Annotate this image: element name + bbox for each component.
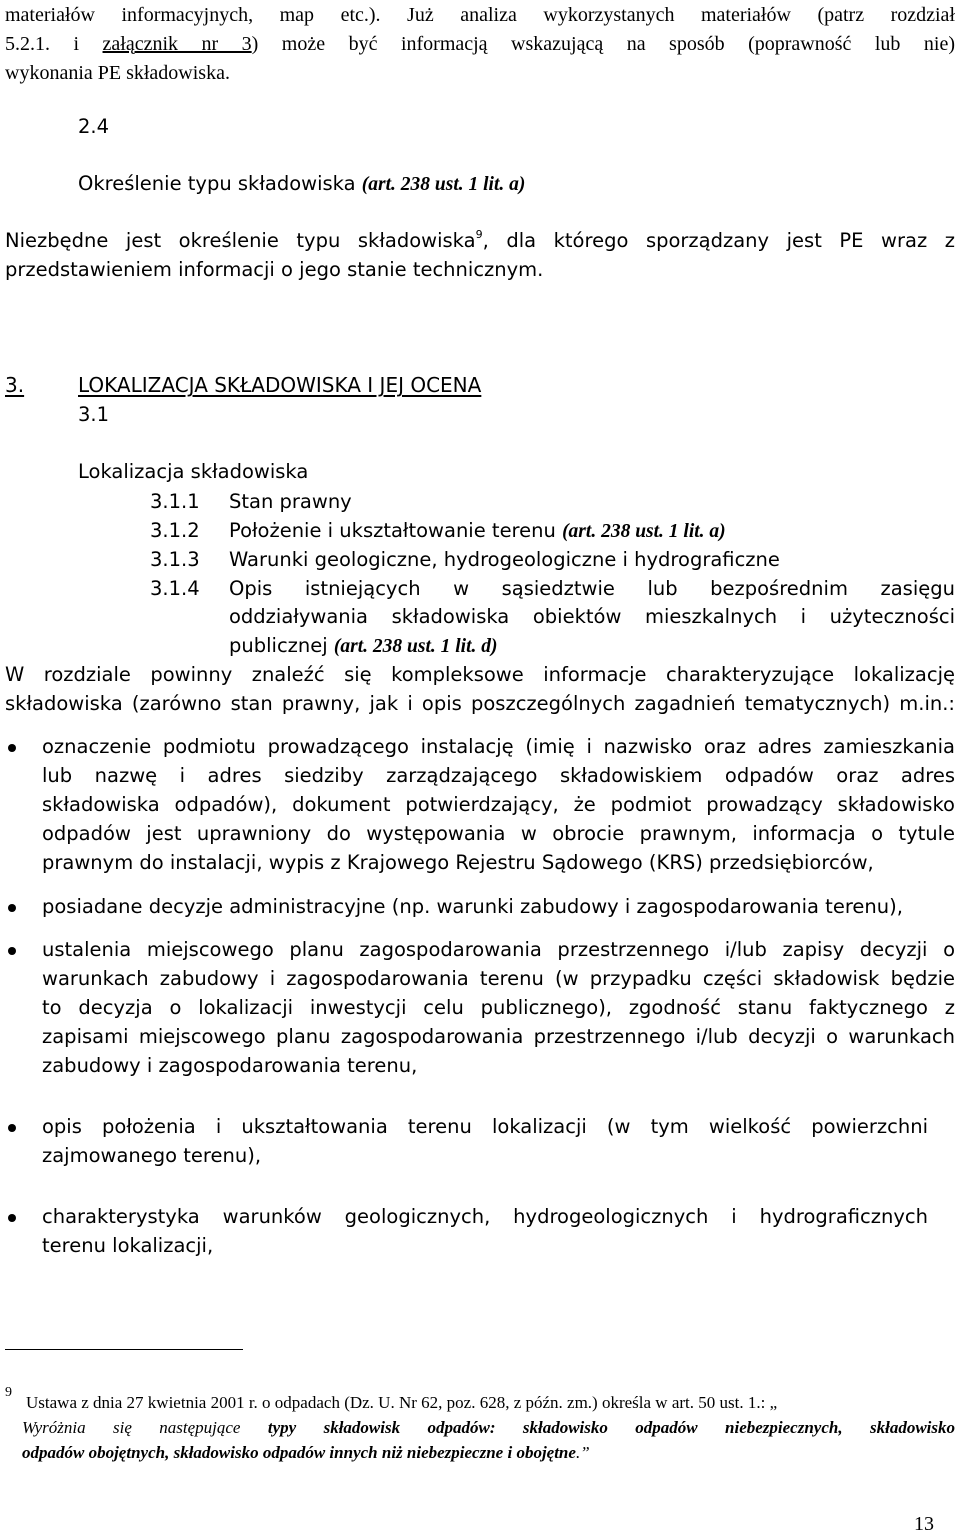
- section-3-1-1-title: Stan prawny: [229, 490, 352, 513]
- footnote-9-line-1: Ustawa z dnia 27 kwietnia 2001 r. o odpadach (Dz. U. Nr 62, poz. 628, z późn. zm.) określa w art. 50 ust. 1.: „: [26, 1393, 778, 1412]
- section-2-4-number: 2.4: [78, 115, 110, 138]
- top-paragraph-line-2-pre: 5.2.1. i: [5, 33, 103, 55]
- footnote-9-line-2: [22, 1418, 955, 1438]
- section-3-number: 3.: [5, 373, 25, 397]
- bullet-4-line-1: opis położenia i ukształtowania terenu lokalizacji (w tym wielkość powierzchni: [42, 1115, 928, 1138]
- section-3-1-title: Lokalizacja składowiska: [78, 460, 309, 483]
- bullet-icon: [8, 744, 16, 752]
- section-3-1-2-heading: [229, 519, 726, 543]
- section-2-4-paragraph-line-2: przedstawieniem informacji o jego stanie technicznym.: [5, 258, 544, 281]
- bullet-icon: [8, 1124, 16, 1132]
- footnote-9-line-3: [22, 1443, 590, 1463]
- top-paragraph-line-2-post: ) może być informacją wskazującą na sposób (poprawność lub nie): [251, 33, 956, 55]
- section-3-1-2-legal-ref: (art. 238 ust. 1 lit. a): [562, 521, 726, 542]
- section-3-1-4-line-1: Opis istniejących w sąsiedztwie lub bezpośrednim zasięgu: [229, 577, 955, 600]
- footnote-9-italic-text: Wyróżnia się następujące: [22, 1418, 268, 1437]
- footnote-9-mark: 9: [5, 1385, 12, 1400]
- section-3-1-3-number: 3.1.3: [150, 548, 200, 571]
- bullet-5-line-2: terenu lokalizacji,: [42, 1234, 214, 1257]
- section-3-1-4-number: 3.1.4: [150, 577, 200, 600]
- section-3-intro-line-1: W rozdziale powinny znaleźć się kompleksowe informacje charakteryzujące lokalizację: [5, 663, 955, 686]
- bullet-3-line-2: warunkach zabudowy i zagospodarowania terenu (w przypadku części składowisk będzie: [42, 967, 955, 990]
- attachment-3-link[interactable]: załącznik nr 3: [102, 33, 252, 55]
- top-paragraph-line-1: materiałów informacyjnych, map etc.). Już analiza wykorzystanych materiałów (patrz rozdział: [5, 4, 955, 26]
- bullet-1-line-1: oznaczenie podmiotu prowadzącego instalację (imię i nazwisko oraz adres zamieszkania: [42, 735, 955, 758]
- footnote-9-bold-text: typy składowisk odpadów: składowisko odpadów niebezpiecznych, składowisko: [267, 1418, 955, 1437]
- bullet-2-line-1: posiadane decyzje administracyjne (np. warunki zabudowy i zagospodarowania terenu),: [42, 895, 903, 918]
- bullet-1-line-3: składowiska odpadów), dokument potwierdzający, że podmiot prowadzący składowisko: [42, 793, 955, 816]
- bullet-3-line-4: zapisami miejscowego planu zagospodarowania przestrzennego i/lub decyzji o warunkach: [42, 1025, 955, 1048]
- section-3-1-3-title: Warunki geologiczne, hydrogeologiczne i hydrograficzne: [229, 548, 780, 571]
- bullet-3-line-5: zabudowy i zagospodarowania terenu,: [42, 1054, 418, 1077]
- bullet-icon: [8, 947, 16, 955]
- bullet-1-line-5: prawnym do instalacji, wypis z Krajowego Rejestru Sądowego (KRS) przedsiębiorców,: [42, 851, 874, 874]
- bullet-4-line-2: zajmowanego terenu),: [42, 1144, 262, 1167]
- bullet-1-line-2: lub nazwę i adres siedziby zarządzającego składowiskiem odpadów oraz adres: [42, 764, 955, 787]
- section-2-4-paragraph-text: Niezbędne jest określenie typu składowiska: [5, 229, 476, 252]
- bullet-3-line-3: to decyzja o lokalizacji inwestycji celu publicznego), zgodność stanu faktycznego z: [42, 996, 955, 1019]
- section-2-4-paragraph-line-1: [5, 229, 955, 252]
- bullet-icon: [8, 1214, 16, 1222]
- section-3-intro-line-2: składowiska (zarówno stan prawny, jak i opis poszczególnych zagadnień tematycznych) m.in.:: [5, 692, 955, 715]
- section-2-4-title: Określenie typu składowiska: [78, 172, 362, 195]
- section-3-1-2-number: 3.1.2: [150, 519, 200, 542]
- section-2-4-paragraph-text-cont: , dla którego sporządzany jest PE wraz z: [482, 229, 955, 252]
- section-3-1-1-number: 3.1.1: [150, 490, 200, 513]
- section-3-1-number: 3.1: [78, 403, 110, 426]
- bullet-5-line-1: charakterystyka warunków geologicznych, hydrogeologicznych i hydrograficznych: [42, 1205, 928, 1228]
- section-2-4-heading: [78, 172, 525, 196]
- top-paragraph-line-3: wykonania PE składowiska.: [5, 62, 230, 84]
- bullet-3-line-1: ustalenia miejscowego planu zagospodarowania przestrzennego i/lub zapisy decyzji o: [42, 938, 955, 961]
- section-3-1-4-line-3-text: publicznej: [229, 634, 334, 657]
- page-number: 13: [914, 1513, 934, 1535]
- section-3-title: LOKALIZACJA SKŁADOWISKA I JEJ OCENA: [78, 373, 482, 397]
- footnote-9-closing: .”: [575, 1443, 590, 1462]
- footnote-9-reference[interactable]: 9: [475, 227, 483, 241]
- section-3-1-4-legal-ref: (art. 238 ust. 1 lit. d): [333, 636, 498, 657]
- bullet-icon: [8, 904, 16, 912]
- footnote-9-bold-text-cont: odpadów obojętnych, składowisko odpadów innych niż niebezpieczne i obojętne: [22, 1443, 576, 1462]
- section-3-1-4-line-2: oddziaływania składowiska obiektów mieszkalnych i użyteczności: [229, 605, 955, 628]
- section-2-4-legal-ref: (art. 238 ust. 1 lit. a): [361, 174, 526, 195]
- section-3-1-2-title: Położenie i ukształtowanie terenu: [229, 519, 563, 542]
- footnote-separator: [5, 1349, 243, 1350]
- section-3-1-4-line-3: [229, 634, 498, 658]
- top-paragraph-line-2: [5, 33, 955, 56]
- bullet-1-line-4: odpadów jest uprawniony do występowania w obrocie prawnym, informacja o tytule: [42, 822, 955, 845]
